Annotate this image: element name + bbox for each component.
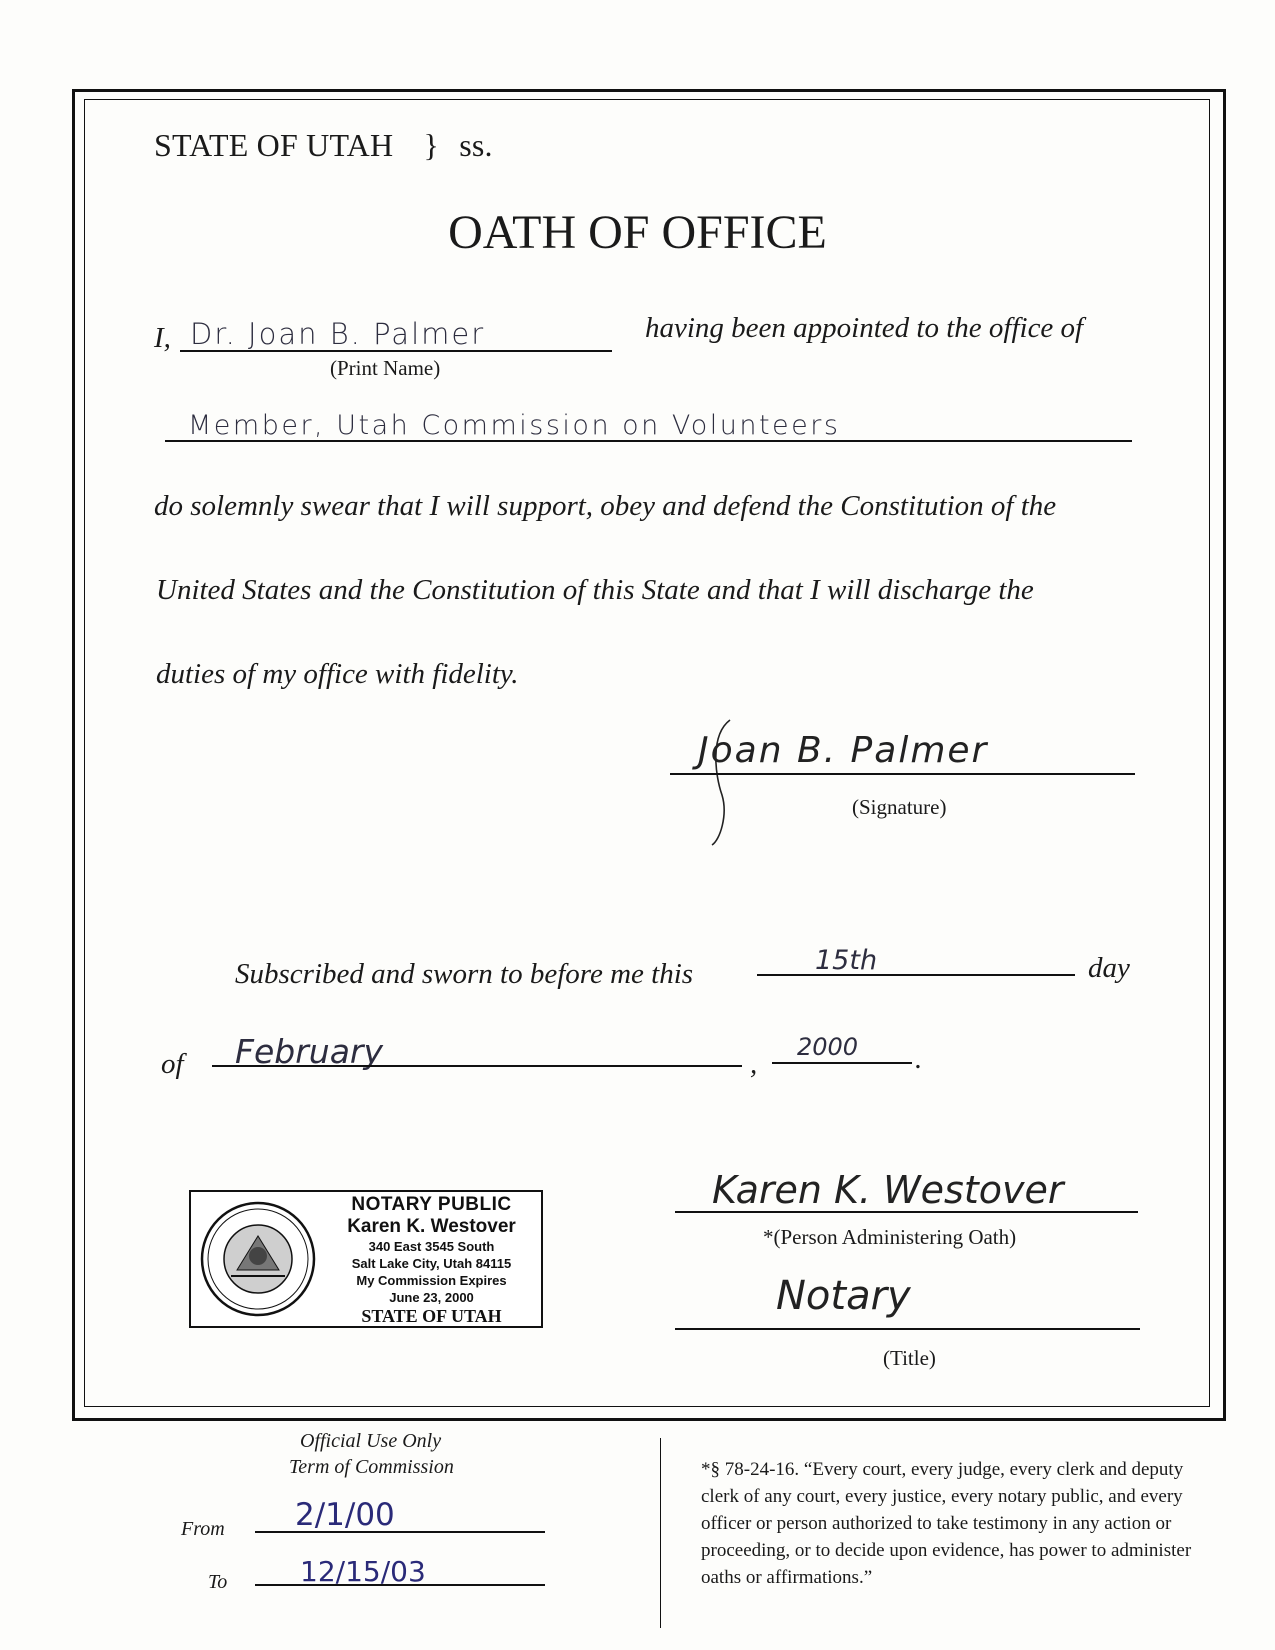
oath-body-line-3: duties of my office with fidelity. — [156, 658, 519, 690]
of-label: of — [161, 1048, 184, 1080]
appointed-text: having been appointed to the office of — [645, 312, 1084, 344]
venue-ss: ss. — [459, 127, 493, 163]
title-label: (Title) — [883, 1346, 936, 1370]
statute-text: *§ 78-24-16. “Every court, every judge, every clerk and deputy clerk of any court, every justice, every notary public, and every officer or person authorized to take testimony in any action or proceeding, or to decide upon evidence, has power to administer oaths or affirmations.” — [701, 1459, 1192, 1588]
venue-brace: } — [423, 127, 440, 163]
oath-body-line-1: do solemnly swear that I will support, obey and defend the Constitution of the — [154, 490, 1057, 522]
date-comma: , — [750, 1048, 758, 1080]
from-label: From — [181, 1518, 225, 1540]
year-line — [772, 1062, 912, 1064]
office-line — [165, 440, 1132, 442]
signature-line — [670, 773, 1135, 775]
month-line — [212, 1065, 742, 1067]
notary-state: STATE OF UTAH — [361, 1306, 502, 1326]
notary-expiration: June 23, 2000 — [389, 1290, 474, 1305]
print-name-label: (Print Name) — [330, 356, 441, 380]
signature-flourish — [700, 715, 740, 855]
sworn-day: 15th — [815, 945, 878, 976]
office-title: Member, Utah Commission on Volunteers — [188, 410, 841, 441]
state-seal-icon — [199, 1200, 317, 1318]
footer-divider — [660, 1438, 661, 1628]
sworn-text: Subscribed and sworn to before me this — [235, 958, 694, 990]
day-line — [757, 974, 1075, 976]
notary-stamp — [189, 1190, 543, 1328]
administrator-line — [675, 1211, 1138, 1213]
name-line — [180, 350, 612, 352]
notary-address-2: Salt Lake City, Utah 84115 — [351, 1256, 512, 1271]
to-label: To — [208, 1571, 228, 1593]
notary-commission-label: My Commission Expires — [356, 1273, 507, 1288]
from-date: 2/1/00 — [295, 1497, 395, 1533]
from-line — [255, 1531, 545, 1533]
printed-name: Dr. Joan B. Palmer — [190, 317, 486, 351]
sworn-year: 2000 — [797, 1033, 859, 1061]
oath-prefix: I, — [154, 322, 171, 354]
term-label: Term of Commission — [289, 1456, 454, 1478]
signature-label: (Signature) — [852, 795, 947, 819]
administrator-signature: Karen K. Westover — [712, 1168, 1064, 1212]
to-date: 12/15/03 — [300, 1555, 426, 1588]
title-line — [675, 1328, 1140, 1330]
day-label: day — [1088, 952, 1130, 984]
notary-address-1: 340 East 3545 South — [368, 1239, 495, 1254]
administrator-title: Notary — [776, 1273, 911, 1319]
notary-stamp-text — [329, 1194, 534, 1327]
notary-name: Karen K. Westover — [347, 1216, 516, 1237]
sworn-month: February — [235, 1032, 384, 1071]
document-title: OATH OF OFFICE — [448, 206, 827, 259]
to-line — [255, 1584, 545, 1586]
oath-body-line-2: United States and the Constitution of this State and that I will discharge the — [156, 574, 1034, 606]
state-label: STATE OF UTAH — [154, 127, 394, 163]
signature: Joan B. Palmer — [698, 730, 989, 771]
administrator-label: *(Person Administering Oath) — [763, 1225, 1017, 1249]
official-use-label: Official Use Only — [300, 1430, 442, 1452]
venue-line — [154, 127, 493, 164]
date-period: . — [915, 1043, 923, 1075]
notary-public-label: NOTARY PUBLIC — [351, 1194, 512, 1215]
